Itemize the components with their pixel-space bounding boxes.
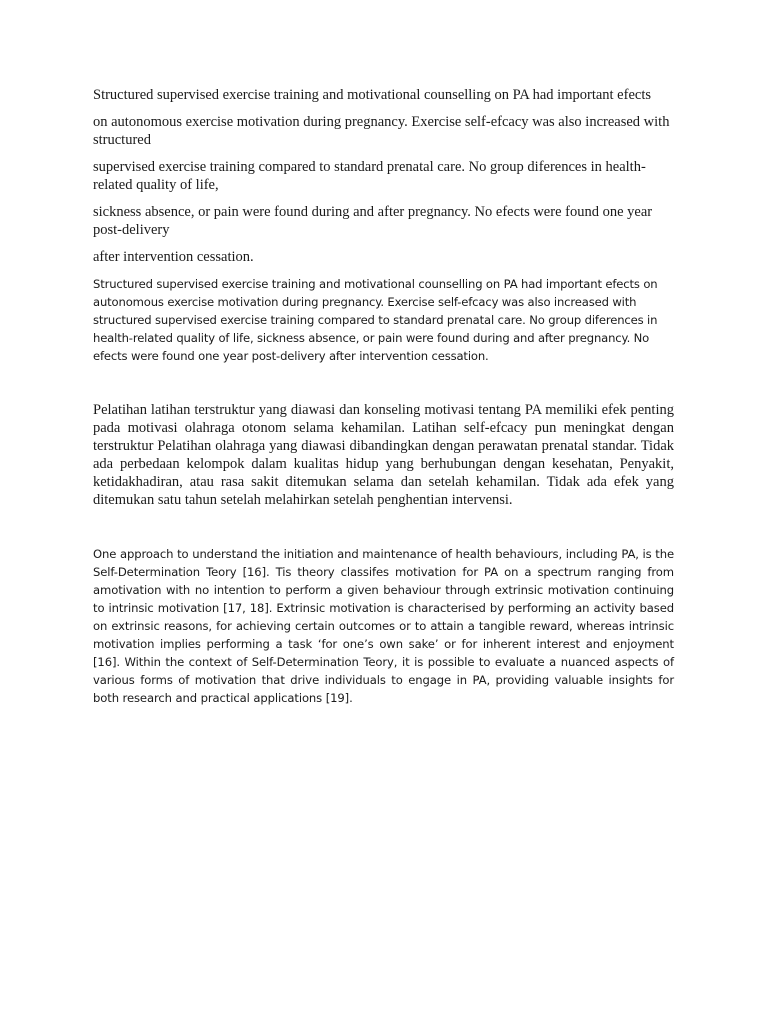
english-summary-paragraph: Structured supervised exercise training and motivational counselling on PA had important efects on autonomous exercise motivation during pregnancy. Exercise self-efcacy was also increased with structured supervised exercise training compared to standard prenatal care. No group diferences in health-related quality of life, sickness absence, or pain were found during and after pregnancy. No efects were found one year post-delivery after intervention cessation. (93, 277, 658, 363)
serif-line-3: supervised exercise training compared to standard prenatal care. No group diferences in health-related quality of life, (93, 159, 646, 193)
serif-line-2: on autonomous exercise motivation during pregnancy. Exercise self-efcacy was also increased with structured (93, 114, 670, 148)
document-page (93, 86, 674, 707)
serif-line-5: after intervention cessation. (93, 249, 254, 265)
self-determination-paragraph: One approach to understand the initiation and maintenance of health behaviours, including PA, is the Self-Determination Teory [16]. Tis theory classifes motivation for PA on a spectrum ranging from amotivation with no intention to perform a given behaviour through extrinsic motivation continuing to intrinsic motivation [17, 18]. Extrinsic motivation is characterised by performing an activity based on extrinsic reasons, for achieving certain outcomes or to attain a tangible reward, whereas intrinsic motivation implies performing a task ‘for one’s own sake’ or for inherent interest and enjoyment [16]. Within the context of Self-Determination Teory, it is possible to evaluate a nuanced aspects of various forms of motivation that drive individuals to engage in PA, providing valuable insights for both research and practical applications [19]. (93, 547, 674, 705)
serif-line-1: Structured supervised exercise training and motivational counselling on PA had important efects (93, 87, 651, 103)
serif-line-4: sickness absence, or pain were found during and after pregnancy. No efects were found one year post-delivery (93, 204, 653, 238)
indonesian-translation-paragraph: Pelatihan latihan terstruktur yang diawasi dan konseling motivasi tentang PA memiliki efek penting pada motivasi olahraga otonom selama kehamilan. Latihan self-efcacy pun meningkat dengan terstruktur Pelatihan olahraga yang diawasi dibandingkan dengan perawatan prenatal standar. Tidak ada perbedaan kelompok dalam kualitas hidup yang berhubungan dengan kesehatan, Penyakit, ketidakhadiran, atau rasa sakit ditemukan selama dan setelah kehamilan. Tidak ada efek yang ditemukan satu tahun setelah melahirkan setelah penghentian intervensi. (93, 402, 674, 508)
